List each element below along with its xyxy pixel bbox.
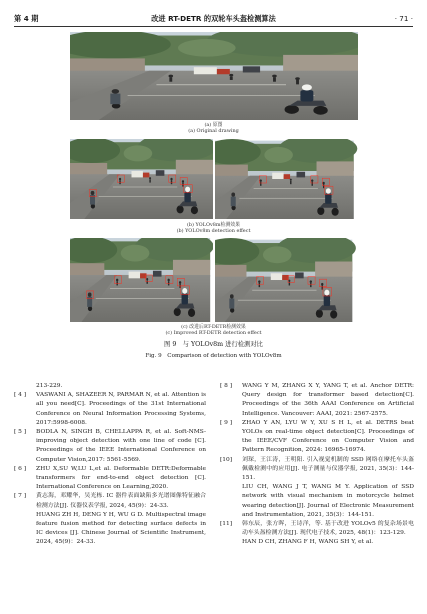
running-header bbox=[14, 14, 413, 24]
reference-item bbox=[14, 492, 206, 547]
reference-text-cn: 韩东辰，张方晖，王诗洋，等. 基于改进 YOLOv5 的复杂场景电动车头盔检测方法[J]. 现代电子技术, 2025, 48(1)：123-129. bbox=[242, 521, 414, 537]
street-scene-image bbox=[70, 238, 213, 322]
reference-text-en: HUANG ZH H, DENG Y H, WU G D. Multispectral image feature fusion method for detecting surface defects in IC devices [J]. Chinese Journal of Scientific Instrument, 2024, 45(9)：24-33. bbox=[36, 511, 206, 546]
reference-number: [ 9 ] bbox=[220, 419, 233, 426]
photo-original bbox=[70, 32, 358, 120]
reference-number: [ 4 ] bbox=[14, 392, 27, 399]
reference-number: [ 5 ] bbox=[14, 429, 27, 436]
street-scene-image bbox=[70, 32, 358, 120]
caption-b-en: (b) YOLOv8m detection effect bbox=[176, 228, 251, 234]
reference-text-en: LIU CH, WANG J T, WANG M Y. Application of SSD network with visual mechanism in motorcycle helmet wearing detection[J]. Journal of Electronic Measurement and Instrumentation, 2021, 35(3)：144-151. bbox=[242, 484, 414, 518]
photo-rtdetr-left bbox=[70, 238, 213, 322]
caption-c-en: (c) Improved RT-DETR detection effect bbox=[165, 330, 262, 336]
reference-text: ZHAO Y AN, LYU W Y, XU S H L, et al. DETRS beat YOLOs on real-time object detection[C]. Proceedings of the IEEE/CVF Conference on Computer Vision and Pattern Recognition, 2024: 16965-16974. bbox=[242, 419, 414, 454]
reference-item bbox=[220, 456, 414, 520]
reference-text: VASWANI A, SHAZEER N, PARMAR N, et al. Attention is all you need[C]. Proceedings of the 31st International Conference on Neural Information Processing Systems, 2017:5998-6008. bbox=[36, 392, 206, 426]
street-scene-image bbox=[70, 139, 213, 219]
reference-item bbox=[14, 465, 206, 493]
reference-text-cn: 刘琛，王江涛，王明阳. 引入视觉机制的 SSD 网络在摩托车头盔佩戴检测中的应用[J]. 电子测量与仪器学报, 2021, 35(3)：144-151. bbox=[242, 456, 414, 482]
reference-text: ZHU X,SU W,LU L,et al. Deformable DETR:Deformable transformers for end-to-end object detection [C]. International Conference on Learning,2020. bbox=[36, 465, 206, 491]
street-scene-image bbox=[215, 139, 358, 219]
reference-continuation: 213-229. bbox=[36, 383, 63, 389]
photo-rtdetr-right bbox=[215, 238, 358, 322]
references-right-column bbox=[220, 382, 414, 548]
reference-number: [ 6 ] bbox=[14, 465, 27, 472]
street-scene-image bbox=[215, 238, 358, 322]
reference-text: BODLA N, SINGH B, CHELLAPPA R, et al. Soft-NMS-improving object detection with one line of code [C]. Proceedings of the IEEE International Conference on Computer Vision,2017: 5561-5569. bbox=[36, 429, 206, 463]
reference-text: WANG Y M, ZHANG X Y, YANG T, et al. Anchor DETR: Query design for transformer based detection[C]. Proceedings of the 36th AAAI Conference on Artificial Intelligence. Vancouver: AAAI, 2021: 2567-2575. bbox=[242, 383, 414, 417]
photo-yolov8m-right bbox=[215, 139, 358, 219]
page-number: · 71 · bbox=[394, 14, 413, 23]
article-title: 改进 RT-DETR 的双轮车头盔检测算法 bbox=[151, 14, 276, 23]
reference-item bbox=[14, 391, 206, 428]
reference-text-cn: 黄志海，邓耀华，吴光栋. IC 器件表面缺陷多光谱图像特征融合检测方法[J]. 仪器仪表学报, 2024, 45(9)：24-33. bbox=[36, 493, 206, 509]
figure-title-en: Fig. 9 Comparison of detection with YOLOv8m bbox=[145, 353, 282, 359]
caption-c-cn: (c) 改进后RT-DETR检测效果 bbox=[181, 324, 246, 330]
reference-item bbox=[220, 520, 414, 548]
caption-a-cn: (a) 原图 bbox=[204, 122, 223, 128]
header-rule bbox=[14, 26, 413, 27]
reference-text-en: HAN D CH, ZHANG F H, WANG SH Y, et al. bbox=[242, 539, 374, 546]
issue-number: 第 4 期 bbox=[14, 14, 39, 23]
caption-a-en: (a) Original drawing bbox=[188, 128, 239, 134]
reference-number: [10] bbox=[220, 456, 233, 463]
reference-item bbox=[14, 428, 206, 465]
reference-number: [11] bbox=[220, 521, 233, 528]
caption-b-cn: (b) YOLOv8m检测效果 bbox=[186, 222, 241, 228]
reference-item bbox=[220, 419, 414, 456]
figure-title-cn: 图 9 与 YOLOv8m 进行检测对比 bbox=[164, 341, 263, 348]
reference-number: [ 7 ] bbox=[14, 493, 27, 500]
reference-number: [ 8 ] bbox=[220, 383, 233, 389]
photo-yolov8m-left bbox=[70, 139, 213, 219]
references-left-column bbox=[14, 382, 206, 548]
reference-item bbox=[220, 382, 414, 419]
